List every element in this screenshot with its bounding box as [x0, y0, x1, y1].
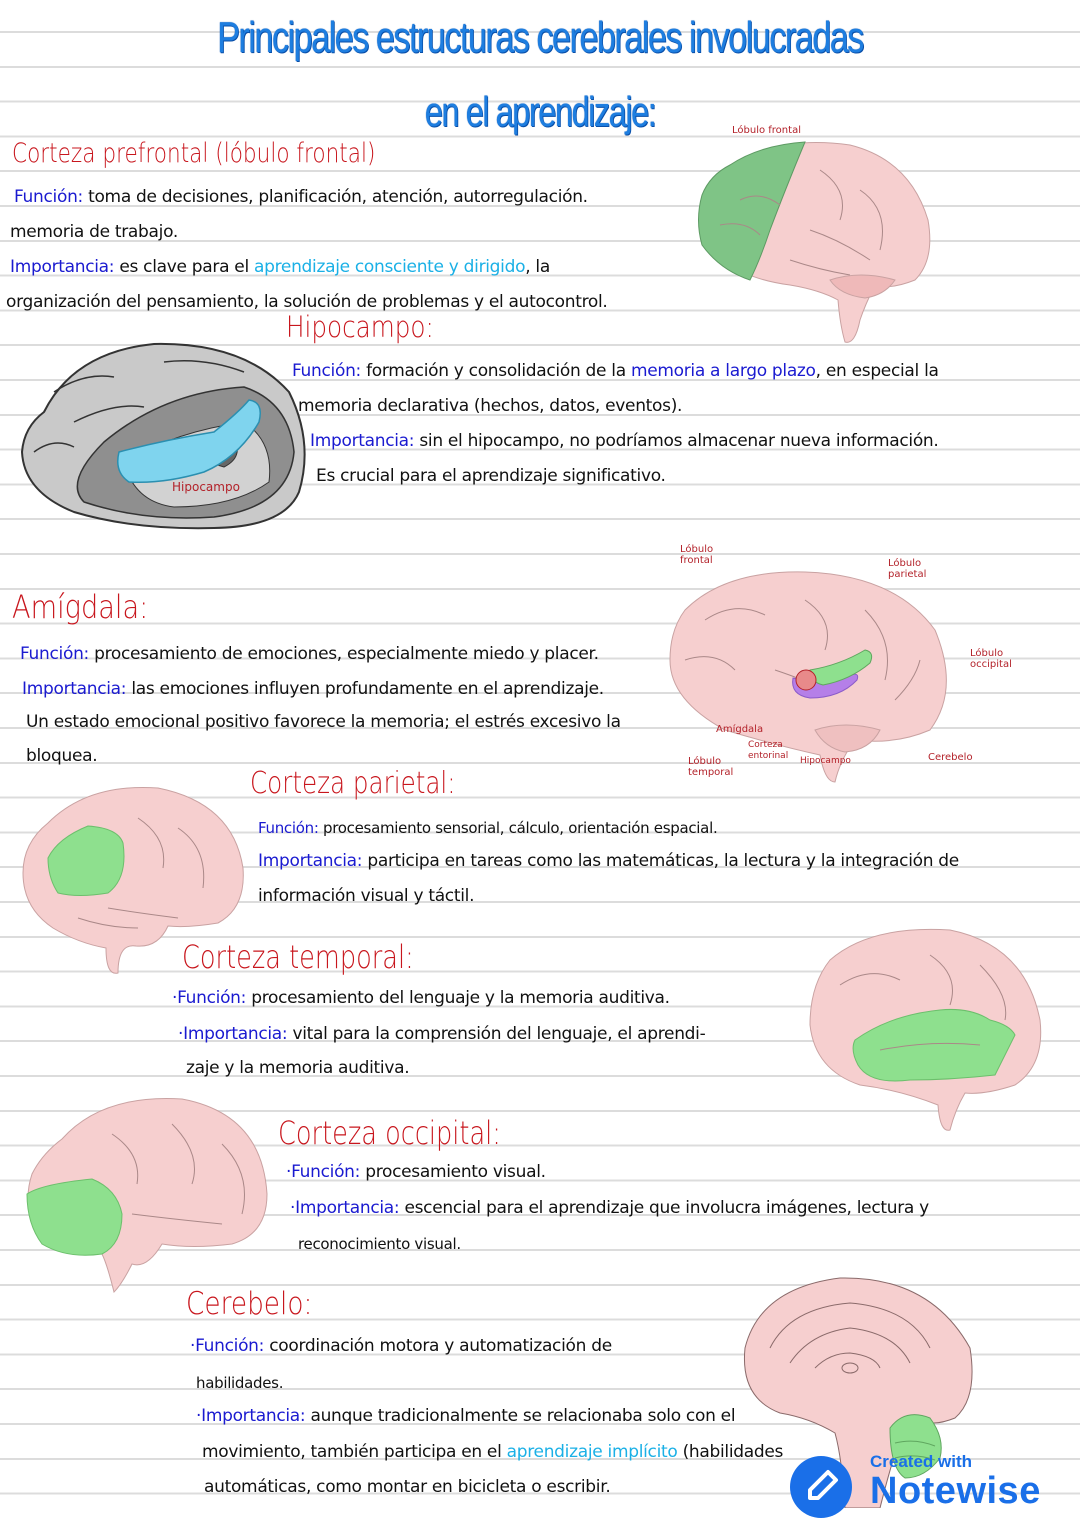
funcion-text: procesamiento de emociones, especialmente miedo y placer.	[88, 644, 599, 664]
limbic-brain-diagram	[665, 560, 965, 785]
temporal-brain-image	[800, 925, 1050, 1135]
hipocampo-importancia	[310, 431, 939, 451]
temporal-funcion	[172, 988, 670, 1008]
diagram-label-amigdala: Amígdala	[716, 724, 764, 735]
temporal-importancia-2: zaje y la memoria auditiva.	[186, 1058, 410, 1078]
diagram-label-temporal: Lóbulo temporal	[688, 756, 734, 778]
importancia-highlight: aprendizaje consciente y dirigido	[253, 257, 526, 277]
bullet-dot: ·	[190, 1336, 196, 1356]
diagram-label-parietal: Lóbulo parietal	[888, 558, 927, 580]
page-title-line1: Principales estructuras cerebrales involucradas	[217, 13, 863, 62]
importancia-text: las emociones influyen profundamente en el aprendizaje.	[126, 679, 604, 699]
funcion-text: procesamiento del lenguaje y la memoria auditiva.	[246, 988, 670, 1008]
bullet-dot: ·	[172, 988, 178, 1008]
prefrontal-funcion-2: memoria de trabajo.	[10, 222, 178, 242]
importancia-text: escencial para el aprendizaje que involucra imágenes, lectura y	[399, 1198, 929, 1218]
hipocampo-importancia-2: Es crucial para el aprendizaje significativo.	[316, 466, 666, 486]
funcion-text: toma de decisiones, planificación, atención, autorregulación.	[82, 187, 588, 207]
temporal-importancia	[178, 1024, 705, 1044]
parietal-heading: Corteza parietal:	[250, 766, 456, 801]
parietal-funcion	[258, 818, 717, 838]
diagram-label-cerebelo: Cerebelo	[928, 752, 973, 763]
funcion-text: coordinación motora y automatización de	[264, 1336, 612, 1356]
cerebelo-funcion-2: habilidades.	[196, 1374, 284, 1392]
cerebelo-funcion	[190, 1336, 612, 1356]
importancia-text: aunque tradicionalmente se relacionaba solo con el	[305, 1406, 736, 1426]
importancia-label: Importancia:	[22, 679, 127, 699]
cerebelo-importancia-2	[202, 1442, 783, 1462]
pencil-icon	[790, 1456, 852, 1518]
importancia-text-post: , la	[525, 257, 550, 277]
frontal-lobe-label: Lóbulo frontal	[732, 125, 801, 136]
funcion-text: procesamiento visual.	[360, 1162, 546, 1182]
funcion-text-post: , en especial la	[815, 361, 939, 381]
diagram-label-corteza-entorrinal: Corteza entorinal	[748, 740, 789, 761]
temporal-heading: Corteza temporal:	[182, 938, 414, 976]
occipital-brain-image	[22, 1094, 272, 1294]
diagram-label-frontal: Lóbulo frontal	[680, 544, 714, 566]
hippocampus-brain-image	[14, 332, 310, 530]
badge-created-with: Created with	[870, 1452, 973, 1471]
parietal-importancia-2: información visual y táctil.	[258, 886, 475, 906]
hipocampo-funcion	[292, 361, 939, 381]
badge-notewise: Notewise	[870, 1470, 1041, 1512]
funcion-label: Función:	[291, 1162, 361, 1182]
funcion-label: Función:	[20, 644, 89, 664]
frontal-lobe-brain-image	[690, 130, 940, 350]
diagram-label-occipital: Lóbulo occipital	[970, 648, 1012, 670]
amigdala-importancia-2: Un estado emocional positivo favorece la memoria; el estrés excesivo la	[26, 712, 621, 732]
funcion-label: Función:	[195, 1336, 265, 1356]
prefrontal-importancia-2: organización del pensamiento, la solución de problemas y el autocontrol.	[6, 292, 608, 312]
bullet-dot: ·	[196, 1406, 202, 1426]
importancia-text-post: (habilidades	[677, 1442, 784, 1462]
importancia-text: participa en tareas como las matemáticas, la lectura y la integración de	[362, 851, 959, 871]
importancia-label: Importancia:	[310, 431, 415, 451]
notewise-badge[interactable]	[790, 1452, 1070, 1520]
funcion-label: Función:	[292, 361, 361, 381]
cerebelo-importancia-3: automáticas, como montar en bicicleta o escribir.	[204, 1477, 611, 1497]
importancia-label: Importancia:	[183, 1024, 288, 1044]
hippocampus-label: Hipocampo	[172, 480, 240, 494]
prefrontal-funcion	[14, 187, 588, 207]
amigdala-importancia	[22, 679, 604, 699]
amigdala-heading: Amígdala:	[12, 588, 149, 626]
diagram-label-hipocampo: Hipocampo	[800, 756, 851, 766]
bullet-dot: ·	[178, 1024, 184, 1044]
importancia-label: Importancia:	[295, 1198, 400, 1218]
funcion-label: Función:	[14, 187, 83, 207]
cerebelo-heading: Cerebelo:	[186, 1286, 313, 1322]
importancia-text: es clave para el	[114, 257, 254, 277]
importancia-label: Importancia:	[201, 1406, 306, 1426]
importancia-label: Importancia:	[10, 257, 115, 277]
occipital-funcion	[286, 1162, 546, 1182]
hipocampo-funcion-2: memoria declarativa (hechos, datos, eventos).	[298, 396, 683, 416]
page-title-line2: en el aprendizaje:	[424, 88, 656, 135]
amigdala-importancia-3: bloquea.	[26, 746, 98, 766]
occipital-heading: Corteza occipital:	[278, 1114, 501, 1152]
occipital-importancia	[290, 1198, 929, 1218]
funcion-text: formación y consolidación de la	[360, 361, 631, 381]
funcion-label: Función:	[258, 819, 319, 837]
funcion-highlight: memoria a largo plazo	[630, 361, 816, 381]
importancia-highlight: aprendizaje implícito	[506, 1442, 678, 1462]
importancia-text: sin el hipocampo, no podríamos almacenar nueva información.	[414, 431, 939, 451]
importancia-text: vital para la comprensión del lenguaje, el aprendi-	[287, 1024, 706, 1044]
prefrontal-heading: Corteza prefrontal (lóbulo frontal)	[12, 138, 376, 169]
hipocampo-heading: Hipocampo:	[286, 310, 434, 344]
bullet-dot: ·	[286, 1162, 292, 1182]
occipital-importancia-2: reconocimiento visual.	[298, 1235, 461, 1253]
funcion-text: procesamiento sensorial, cálculo, orientación espacial.	[318, 819, 718, 837]
bullet-dot: ·	[290, 1198, 296, 1218]
cerebelo-importancia	[196, 1406, 735, 1426]
parietal-importancia	[258, 851, 959, 871]
funcion-label: Función:	[177, 988, 247, 1008]
importancia-label: Importancia:	[258, 851, 363, 871]
amigdala-funcion	[20, 644, 599, 664]
importancia-text: movimiento, también participa en el	[202, 1442, 507, 1462]
prefrontal-importancia	[10, 257, 550, 277]
